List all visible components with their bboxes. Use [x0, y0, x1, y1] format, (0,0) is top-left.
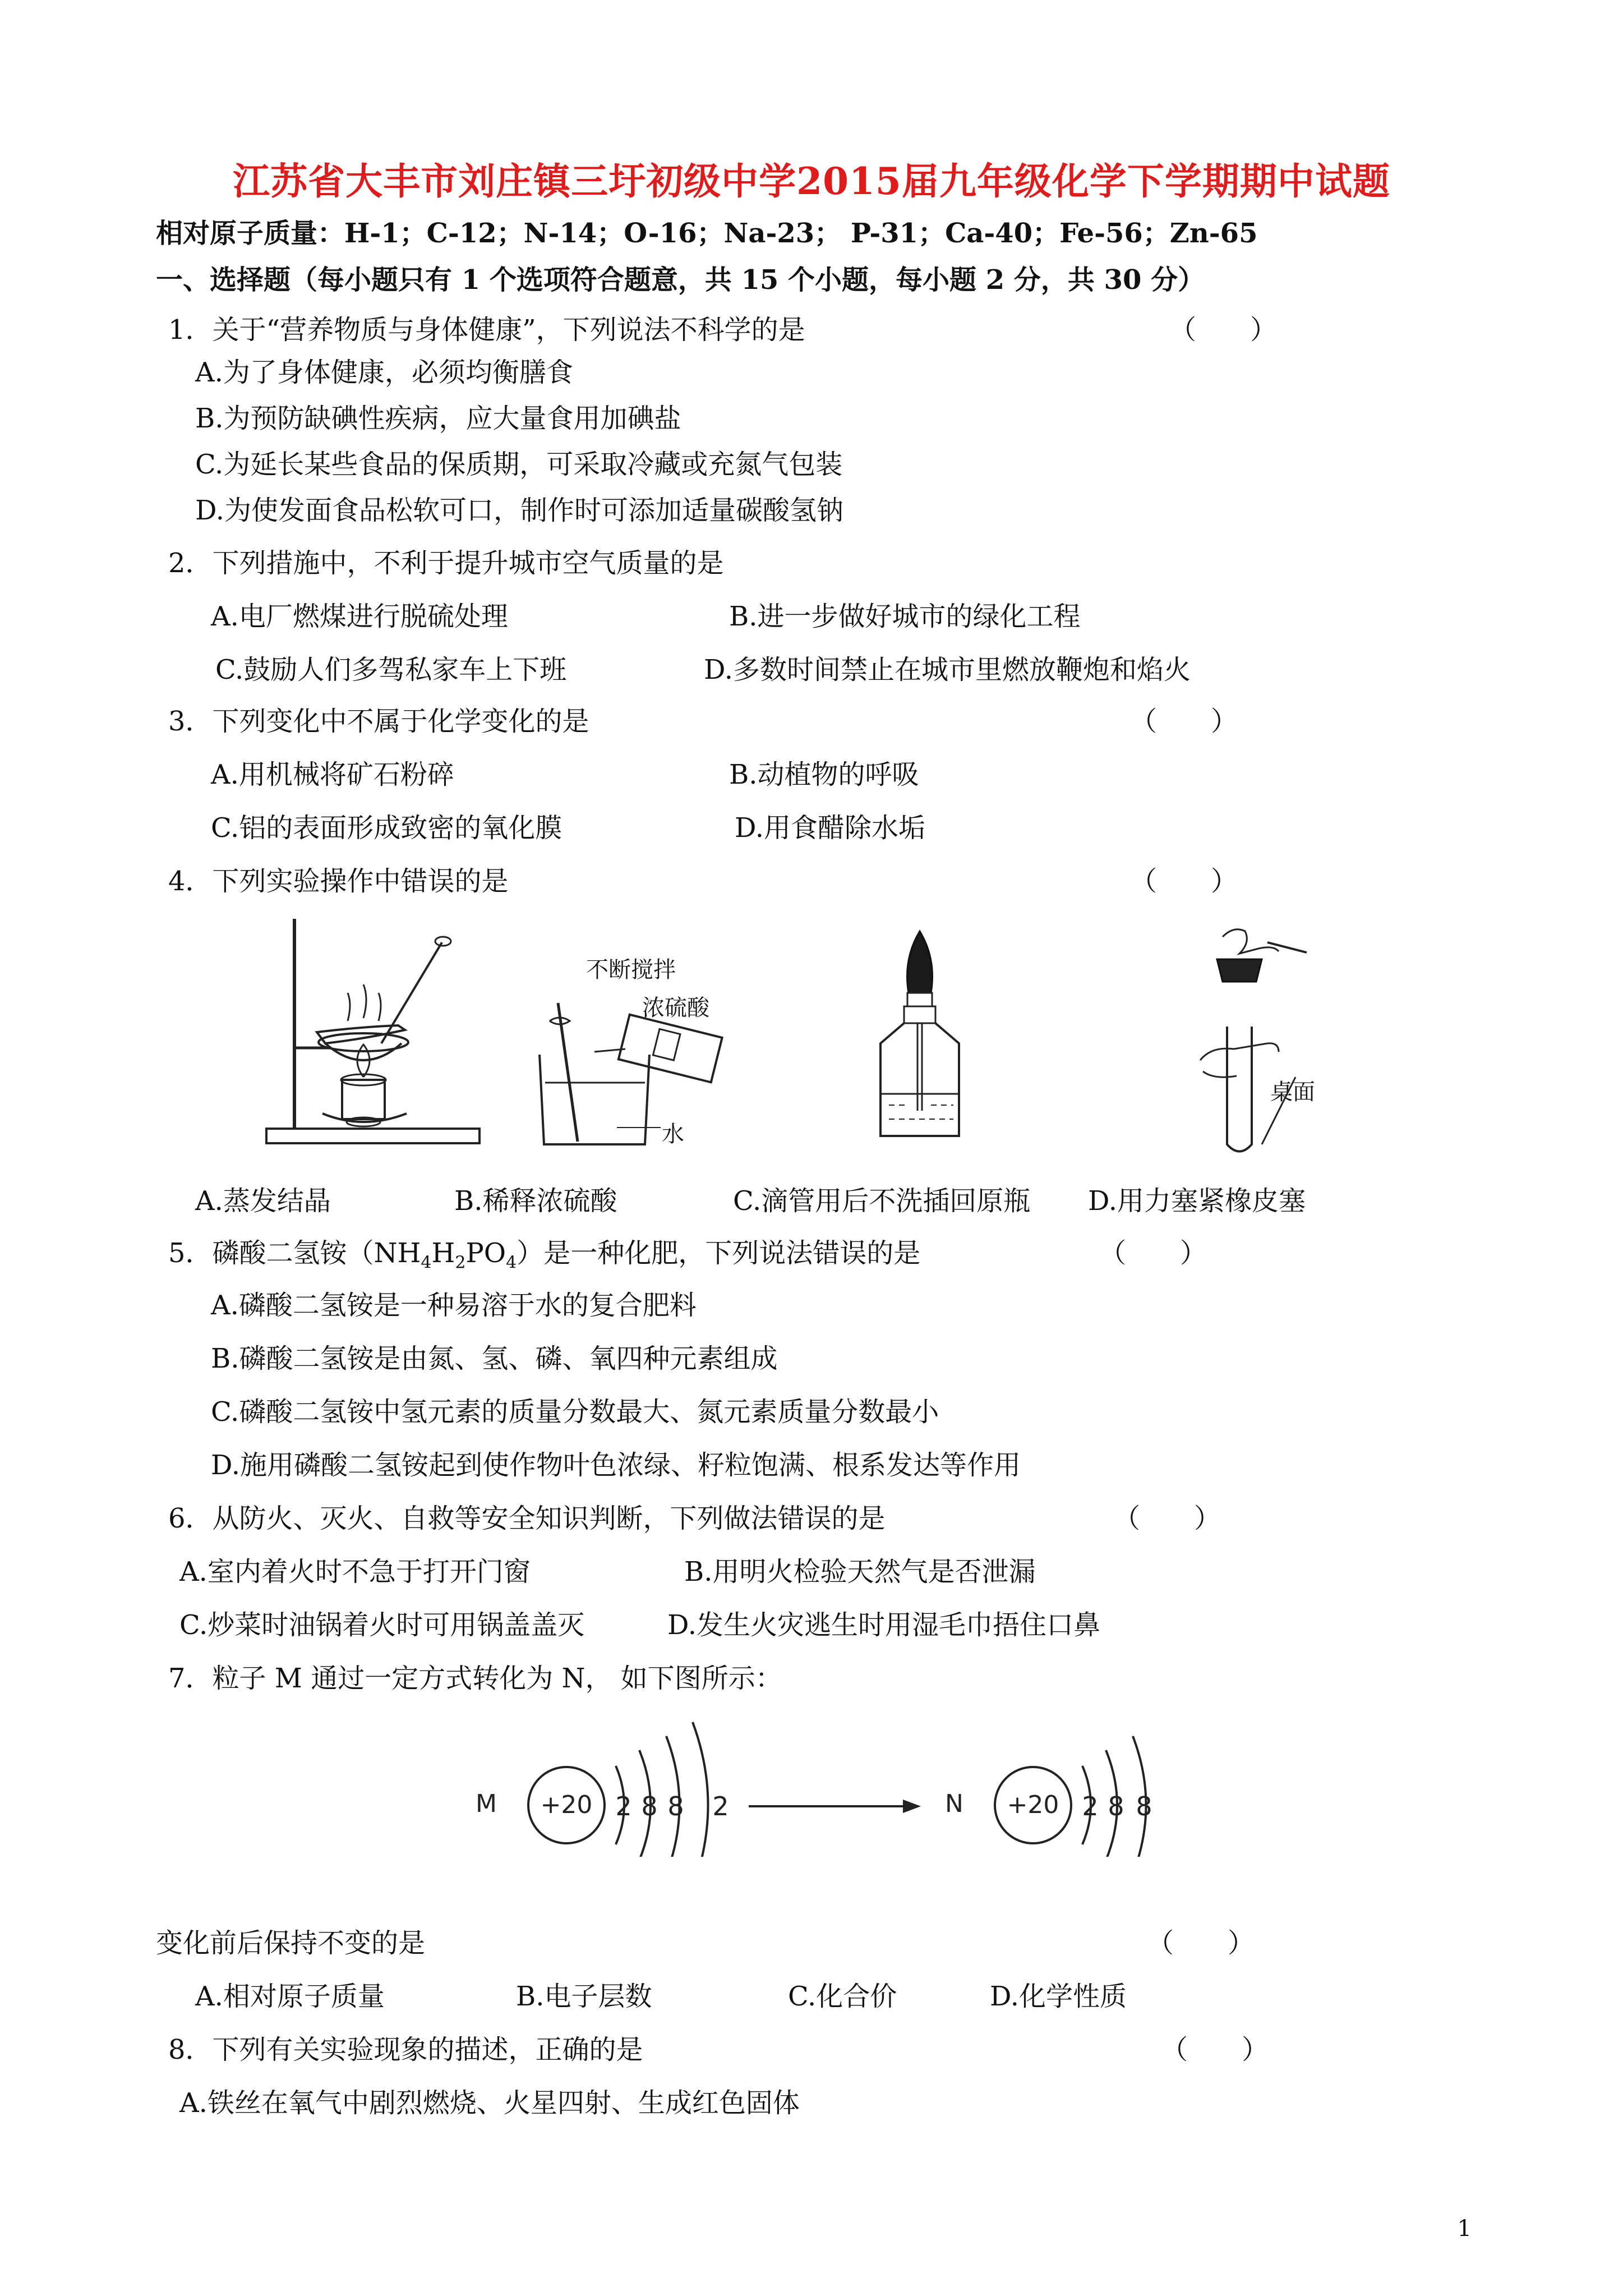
label-desk: 桌面	[1270, 1079, 1315, 1105]
m-shell-3: 8	[667, 1791, 684, 1821]
q6-answer-blank: （ ）	[1113, 1503, 1221, 1534]
q3-option-c: C.铝的表面形成致密的氧化膜	[211, 812, 562, 844]
q3-option-a: A.用机械将矿石粉碎	[211, 759, 454, 790]
q5-option-d: D.施用磷酸二氢铵起到使作物叶色浓绿、籽粒饱满、根系发达等作用	[211, 1450, 1021, 1481]
q4-option-d: D.用力塞紧橡皮塞	[1088, 1185, 1306, 1217]
figure-dropper-bottle	[864, 926, 976, 1150]
q6-option-d: D.发生火灾逃生时用湿毛巾捂住口鼻	[667, 1609, 1101, 1641]
particle-m-nucleus: +20	[540, 1791, 593, 1819]
page-number: 1	[1457, 2216, 1472, 2242]
q1-option-b: B.为预防缺碘性疾病，应大量食用加碘盐	[195, 403, 681, 434]
q3-option-b: B.动植物的呼吸	[729, 759, 919, 790]
q6-option-c: C.炒菜时油锅着火时可用锅盖盖灭	[179, 1609, 585, 1641]
q4-stem: 4．下列实验操作中错误的是	[168, 866, 509, 897]
figure-evaporation	[264, 909, 488, 1150]
figure-dilute-acid	[533, 954, 729, 1156]
q2-option-d: D.多数时间禁止在城市里燃放鞭炮和焰火	[704, 654, 1191, 685]
m-shell-1: 2	[615, 1791, 632, 1821]
q6-stem: 6．从防火、灭火、自救等安全知识判断，下列做法错误的是	[168, 1503, 886, 1534]
q6-option-a: A.室内着火时不急于打开门窗	[179, 1556, 531, 1588]
m-shell-2: 8	[641, 1791, 658, 1821]
q2-stem: 2．下列措施中，不利于提升城市空气质量的是	[168, 547, 724, 579]
q2-option-c: C.鼓励人们多驾私家车上下班	[215, 654, 567, 685]
particle-n-label: N	[945, 1789, 963, 1818]
q7-option-a: A.相对原子质量	[195, 1981, 385, 2012]
label-acid: 浓硫酸	[642, 995, 709, 1021]
particle-m-label: M	[476, 1789, 497, 1818]
q7-option-d: D.化学性质	[990, 1981, 1127, 2012]
q6-option-b: B.用明火检验天然气是否泄漏	[684, 1556, 1036, 1588]
q3-answer-blank: （ ）	[1130, 706, 1238, 737]
q1-stem: 1．关于“营养物质与身体健康”，下列说法不科学的是	[168, 314, 805, 346]
q7-stem: 7．粒子 M 通过一定方式转化为 N， 如下图所示：	[168, 1663, 782, 1694]
q5-answer-blank: （ ）	[1099, 1237, 1207, 1269]
q2-option-b: B.进一步做好城市的绿化工程	[729, 601, 1081, 632]
q1-option-d: D.为使发面食品松软可口，制作时可添加适量碳酸氢钠	[195, 495, 844, 526]
q5-option-a: A.磷酸二氢铵是一种易溶于水的复合肥料	[211, 1290, 697, 1321]
section-heading: 一、选择题（每小题只有 1 个选项符合题意，共 15 个小题，每小题 2 分，共 30 分）	[156, 264, 1205, 296]
q8-stem: 8．下列有关实验现象的描述，正确的是	[168, 2034, 643, 2065]
q1-option-a: A.为了身体健康，必须均衡膳食	[195, 357, 573, 388]
q1-answer-blank: （ ）	[1169, 314, 1278, 346]
exam-title: 江苏省大丰市刘庄镇三圩初级中学2015届九年级化学下学期期中试题	[233, 159, 1390, 203]
q7-option-b: B.电子层数	[516, 1981, 652, 2012]
q8-answer-blank: （ ）	[1161, 2034, 1269, 2065]
q3-option-d: D.用食醋除水垢	[735, 812, 926, 844]
label-stir: 不断搅拌	[586, 957, 676, 983]
q5-option-b: B.磷酸二氢铵是由氮、氢、磷、氧四种元素组成	[211, 1343, 778, 1374]
n-shell-1: 2	[1082, 1791, 1099, 1821]
q2-option-a: A.电厂燃煤进行脱硫处理	[211, 601, 508, 632]
atomic-mass-line: 相对原子质量：H-1；C-12；N-14；O-16；Na-23； P-31；Ca-40；Fe-56；Zn-65	[156, 218, 1258, 249]
q4-option-a: A.蒸发结晶	[195, 1185, 331, 1217]
particle-n-nucleus: +20	[1007, 1791, 1059, 1819]
q5-stem: 5．磷酸二氢铵$(NH_4H_2PO_4)$是一种化肥，下列说法错误的是	[168, 1237, 921, 1273]
q7-stem2: 变化前后保持不变的是	[156, 1927, 426, 1959]
q3-stem: 3．下列变化中不属于化学变化的是	[168, 706, 589, 737]
q7-option-c: C.化合价	[788, 1981, 897, 2012]
q4-answer-blank: （ ）	[1130, 866, 1238, 897]
label-water: 水	[662, 1121, 684, 1147]
q1-option-c: C.为延长某些食品的保质期，可采取冷藏或充氮气包装	[195, 449, 843, 480]
q5-option-c: C.磷酸二氢铵中氢元素的质量分数最大、氮元素质量分数最小	[211, 1396, 939, 1428]
figure-particle-transform	[465, 1711, 1195, 1857]
n-shell-3: 8	[1136, 1791, 1152, 1821]
q4-option-c: C.滴管用后不洗插回原瓶	[733, 1185, 1031, 1217]
q7-answer-blank: （ ）	[1147, 1927, 1255, 1959]
figure-stopper-tube	[1183, 920, 1352, 1156]
n-shell-2: 8	[1108, 1791, 1124, 1821]
m-shell-4: 2	[712, 1791, 729, 1821]
q8-option-a: A.铁丝在氧气中剧烈燃烧、火星四射、生成红色固体	[179, 2087, 800, 2119]
q4-option-b: B.稀释浓硫酸	[454, 1185, 617, 1217]
